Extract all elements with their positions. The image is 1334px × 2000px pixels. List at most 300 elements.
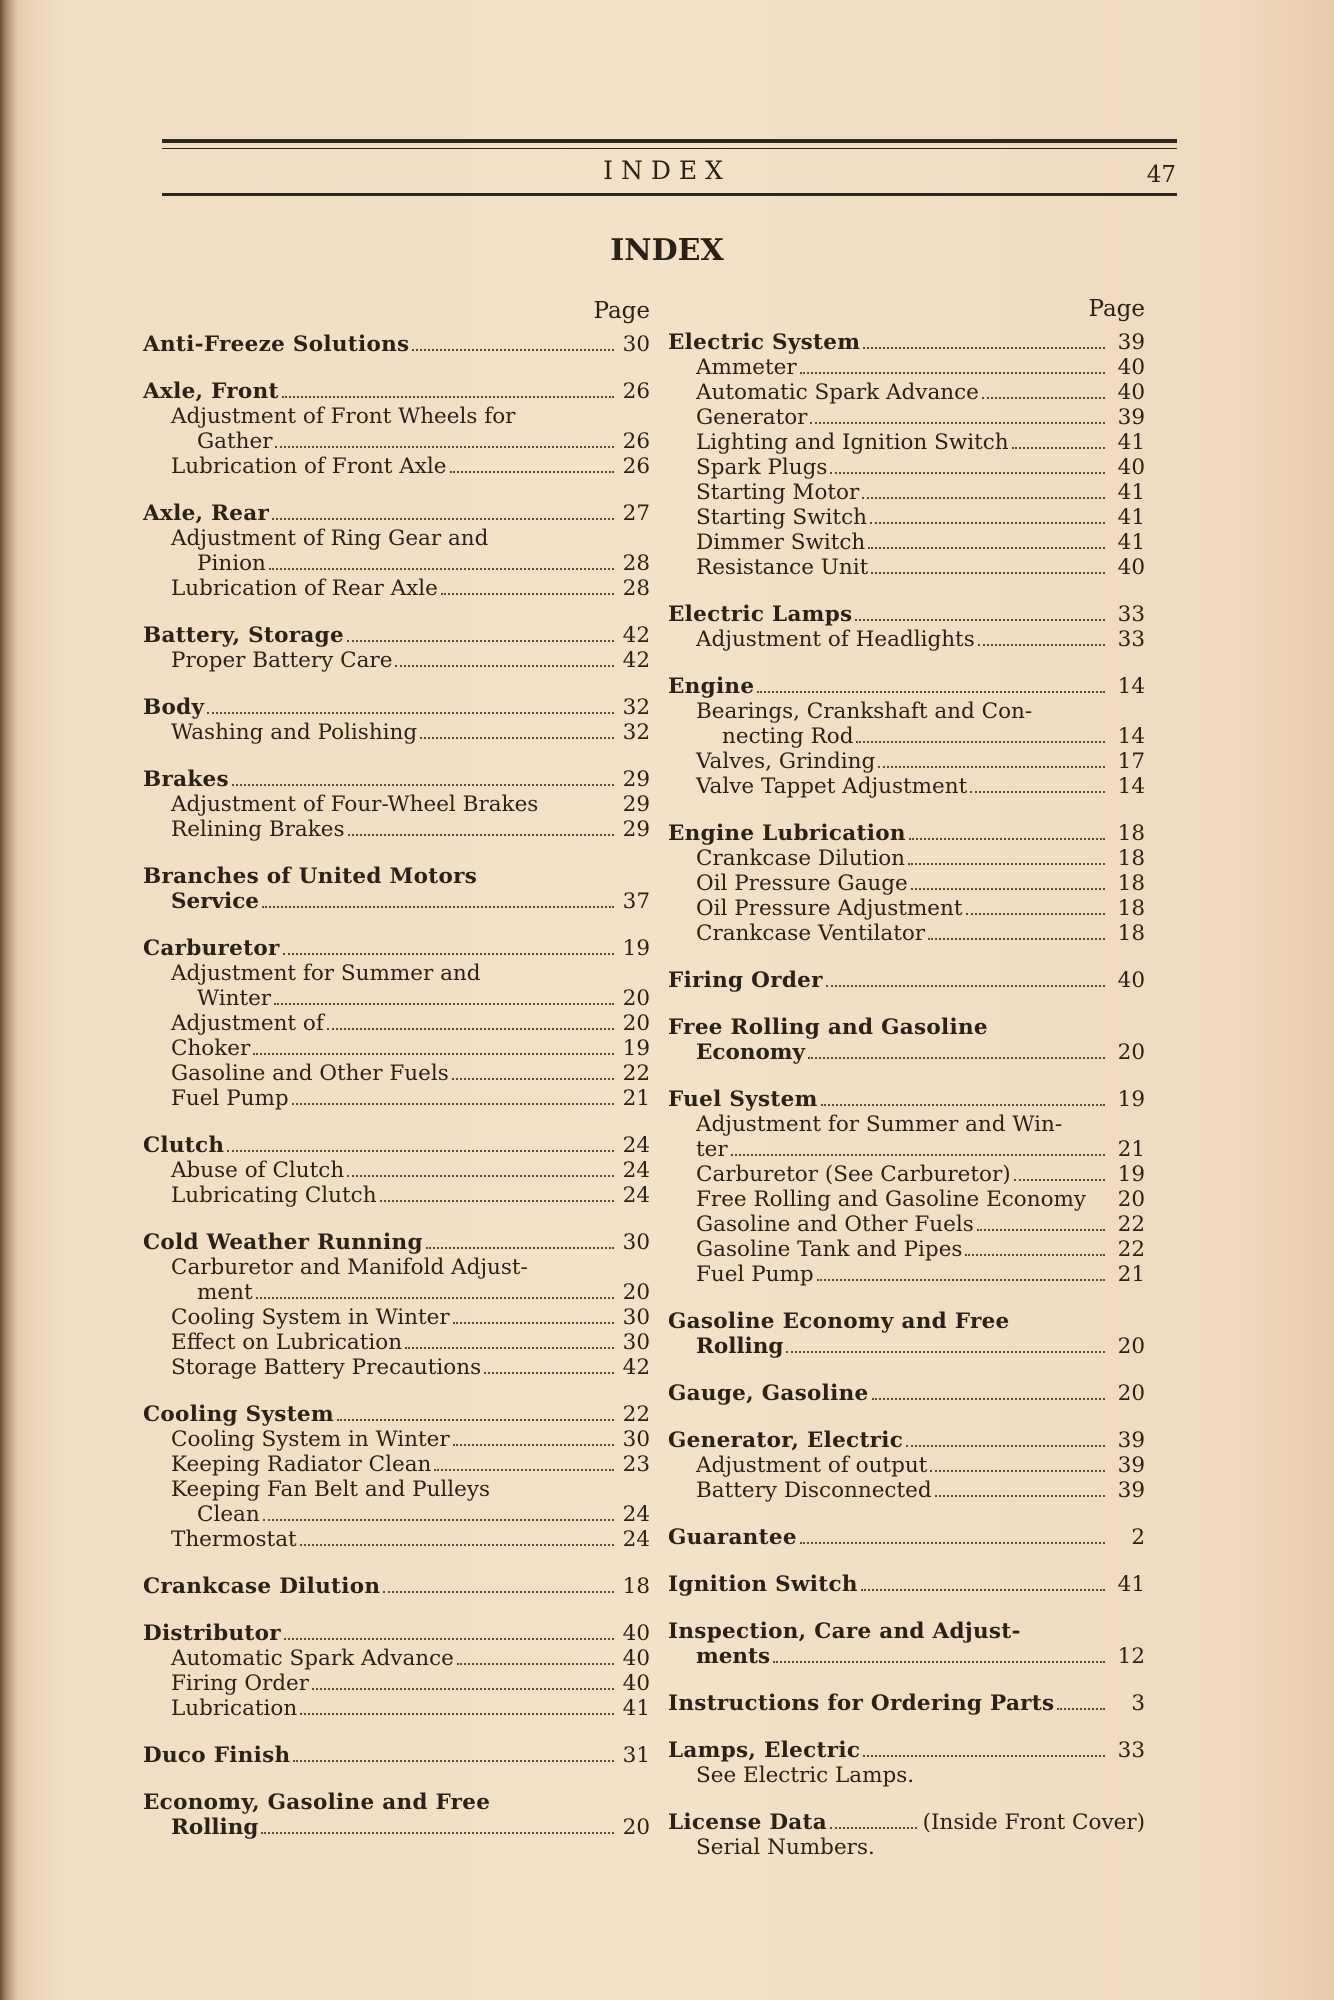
entry-text: Gasoline and Other Fuels: [696, 1212, 974, 1237]
dot-leader: [453, 1322, 614, 1324]
entry-page-number: 26: [622, 379, 650, 404]
entry-page-number: 28: [622, 576, 650, 601]
entry-page-number: 40: [1117, 455, 1145, 480]
entry-page-number: 18: [1117, 821, 1145, 846]
entry-text: Dimmer Switch: [696, 530, 866, 555]
index-entry-title: [668, 1015, 1145, 1040]
entry-page-number: 39: [1117, 1478, 1145, 1503]
index-entry: [668, 330, 1145, 580]
entry-page-number: 23: [622, 1452, 650, 1477]
entry-page-number: 40: [1117, 355, 1145, 380]
entry-text: Adjustment of Front Wheels for: [171, 404, 516, 429]
dot-leader: [861, 1589, 1105, 1591]
entry-page-number: 24: [622, 1158, 650, 1183]
index-entry-title: [143, 379, 650, 404]
dot-leader: [773, 1661, 1105, 1663]
entry-text: Keeping Fan Belt and Pulleys: [171, 1477, 491, 1502]
entry-text: Economy: [696, 1040, 806, 1065]
entry-text: Cooling System in Winter: [171, 1305, 450, 1330]
entry-page-number: 33: [1117, 602, 1145, 627]
index-entry: [143, 501, 650, 601]
entry-text: Lubricating Clutch: [171, 1183, 377, 1208]
index-entry: [668, 1572, 1145, 1597]
index-entry: [668, 1015, 1145, 1065]
entry-text: Rolling: [696, 1334, 784, 1359]
dot-leader: [908, 863, 1105, 865]
dot-leader: [830, 1827, 917, 1829]
entry-page-number: 41: [1117, 505, 1145, 530]
entry-page-number: 14: [1117, 724, 1145, 749]
index-entry: [143, 623, 650, 673]
dot-leader: [327, 1028, 614, 1030]
dot-leader: [872, 1398, 1106, 1400]
index-entry-title: [143, 1743, 650, 1768]
entry-text: Battery, Storage: [143, 623, 344, 648]
entry-text: Axle, Rear: [143, 501, 270, 526]
index-entry: [143, 332, 650, 357]
index-subentry: [668, 699, 1145, 724]
page-column-label: Page: [593, 298, 650, 324]
entry-text: Fuel System: [668, 1087, 818, 1112]
dot-leader: [731, 1154, 1105, 1156]
entry-page-number: 22: [622, 1061, 650, 1086]
index-subentry: [668, 530, 1145, 555]
entry-text: Generator, Electric: [668, 1428, 904, 1453]
index-entry: [668, 1428, 1145, 1503]
header-rule-bottom: [162, 193, 1177, 196]
entry-page-number: 39: [1117, 1428, 1145, 1453]
entry-text: Gauge, Gasoline: [668, 1381, 869, 1406]
index-entry-title: [143, 695, 650, 720]
index-subentry: [668, 555, 1145, 580]
dot-leader: [856, 741, 1105, 743]
index-subentry: [668, 1137, 1145, 1162]
index-subentry: [668, 430, 1145, 455]
index-subentry: [668, 749, 1145, 774]
entry-page-number: 18: [1117, 871, 1145, 896]
entry-text: Thermostat: [171, 1527, 297, 1552]
entry-text: Oil Pressure Gauge: [696, 871, 908, 896]
entry-text: Economy, Gasoline and Free: [143, 1790, 491, 1815]
page-number: 47: [1146, 162, 1176, 188]
index-entry-title: [668, 1572, 1145, 1597]
dot-leader: [1014, 1179, 1105, 1181]
entry-text: Carburetor: [143, 936, 280, 961]
index-entry-title: [668, 1381, 1145, 1406]
entry-text: Body: [143, 695, 205, 720]
entry-page-number: 33: [1117, 1738, 1145, 1763]
entry-text: Crankcase Ventilator: [696, 921, 926, 946]
index-entry: [668, 1738, 1145, 1788]
entry-page-number: 27: [622, 501, 650, 526]
dot-leader: [300, 1713, 614, 1715]
index-subentry: [668, 724, 1145, 749]
index-subentry: [668, 774, 1145, 799]
index-subentry: [668, 380, 1145, 405]
index-subentry: [668, 1334, 1145, 1359]
entry-text: Carburetor (See Carburetor): [696, 1162, 1011, 1187]
entry-page-number: 20: [1117, 1381, 1145, 1406]
entry-page-number: 29: [622, 767, 650, 792]
entry-text: Gasoline Economy and Free: [668, 1309, 1010, 1334]
entry-text: Distributor: [143, 1621, 281, 1646]
index-entry: [143, 1743, 650, 1768]
entry-text: Free Rolling and Gasoline Economy: [696, 1187, 1087, 1212]
dot-leader: [227, 1150, 614, 1152]
index-entry-title: [668, 1428, 1145, 1453]
dot-leader: [383, 1591, 614, 1593]
index-subentry: [143, 1502, 650, 1527]
page-column-label: Page: [1088, 296, 1145, 322]
entry-page-number: 31: [622, 1743, 650, 1768]
index-entry: [668, 821, 1145, 946]
entry-page-number: 19: [622, 936, 650, 961]
index-entry: [668, 1309, 1145, 1359]
index-entry-title: [668, 1810, 1145, 1835]
dot-leader: [420, 737, 614, 739]
entry-page-number: 22: [1117, 1237, 1145, 1262]
entry-text: Lubrication of Front Axle: [171, 454, 447, 479]
index-entry-title: [668, 1525, 1145, 1550]
index-subentry: [143, 1646, 650, 1671]
index-subentry: [668, 355, 1145, 380]
index-entry: [668, 968, 1145, 993]
index-subentry: [143, 817, 650, 842]
entry-page-number: 30: [622, 1305, 650, 1330]
index-entry: [143, 936, 650, 1111]
header-rule-top: [162, 139, 1177, 143]
dot-leader: [757, 691, 1105, 693]
dot-leader: [863, 1755, 1105, 1757]
entry-text: ment: [197, 1280, 253, 1305]
entry-page-number: 19: [622, 1036, 650, 1061]
entry-text: Clutch: [143, 1133, 225, 1158]
dot-leader: [426, 1247, 614, 1249]
entry-text: Gather: [197, 429, 273, 454]
index-subentry: [668, 871, 1145, 896]
index-subentry: [143, 648, 650, 673]
index-entry-title: [143, 1133, 650, 1158]
index-entry-title: [143, 332, 650, 357]
entry-text: Brakes: [143, 767, 229, 792]
dot-leader: [272, 518, 614, 520]
entry-page-number: (Inside Front Cover): [922, 1810, 1145, 1835]
entry-text: Crankcase Dilution: [143, 1574, 381, 1599]
entry-text: Carburetor and Manifold Adjust-: [171, 1255, 528, 1280]
entry-page-number: 42: [622, 623, 650, 648]
index-entry-title: [668, 968, 1145, 993]
entry-text: Adjustment for Summer and: [171, 961, 481, 986]
dot-leader: [262, 906, 614, 908]
entry-page-number: 24: [622, 1527, 650, 1552]
entry-page-number: 24: [622, 1183, 650, 1208]
entry-page-number: 39: [1117, 1453, 1145, 1478]
dot-leader: [800, 372, 1105, 374]
index-subentry: [143, 576, 650, 601]
index-subentry: [143, 1255, 650, 1280]
entry-text: See Electric Lamps.: [696, 1763, 915, 1788]
entry-text: Lubrication of Rear Axle: [171, 576, 438, 601]
entry-text: Fuel Pump: [696, 1262, 814, 1287]
index-entry-title: [668, 1691, 1145, 1716]
index-subentry: [143, 1452, 650, 1477]
dot-leader: [966, 913, 1105, 915]
dot-leader: [348, 834, 614, 836]
index-subentry: [143, 404, 650, 429]
entry-text: Starting Motor: [696, 480, 860, 505]
dot-leader: [292, 1103, 614, 1105]
dot-leader: [863, 347, 1105, 349]
entry-page-number: 20: [622, 1011, 650, 1036]
entry-page-number: 22: [622, 1402, 650, 1427]
entry-text: Gasoline and Other Fuels: [171, 1061, 449, 1086]
index-entry-title: [668, 821, 1145, 846]
entry-text: Effect on Lubrication: [171, 1330, 403, 1355]
index-subentry: [668, 1262, 1145, 1287]
dot-leader: [263, 1519, 614, 1521]
index-entry: [668, 1381, 1145, 1406]
index-subentry: [668, 455, 1145, 480]
index-subentry: [668, 1453, 1145, 1478]
index-entry-title: [668, 602, 1145, 627]
dot-leader: [300, 1544, 614, 1546]
index-subentry: [143, 720, 650, 745]
index-subentry: [668, 1112, 1145, 1137]
dot-leader: [1057, 1708, 1105, 1710]
index-subentry: [143, 889, 650, 914]
dot-leader: [274, 1003, 614, 1005]
entry-text: Lamps, Electric: [668, 1738, 861, 1763]
dot-leader: [484, 1372, 614, 1374]
entry-page-number: 2: [1131, 1525, 1145, 1550]
dot-leader: [977, 1229, 1105, 1231]
entry-page-number: 30: [622, 1230, 650, 1255]
index-subentry: [143, 454, 650, 479]
entry-page-number: 40: [1117, 968, 1145, 993]
dot-leader: [441, 593, 614, 595]
entry-text: License Data: [668, 1810, 827, 1835]
entry-text: Lubrication: [171, 1696, 298, 1721]
index-subentry: [668, 1187, 1145, 1212]
dot-leader: [800, 1542, 1105, 1544]
entry-text: Duco Finish: [143, 1743, 291, 1768]
dot-leader: [380, 1200, 614, 1202]
entry-text: Adjustment of Headlights: [696, 627, 975, 652]
index-subentry: [143, 1036, 650, 1061]
index-subentry: [143, 1011, 650, 1036]
dot-leader: [269, 568, 614, 570]
index-subentry: [143, 1696, 650, 1721]
index-subentry: [143, 961, 650, 986]
header-rule-top-thin: [162, 148, 1177, 149]
entry-page-number: 14: [1117, 674, 1145, 699]
entry-text: Cooling System in Winter: [171, 1427, 450, 1452]
index-subentry: [143, 1815, 650, 1840]
index-entry: [668, 1087, 1145, 1287]
index-entry: [143, 379, 650, 479]
entry-text: Engine Lubrication: [668, 821, 906, 846]
index-subentry: [143, 1158, 650, 1183]
index-subentry: [143, 1280, 650, 1305]
dot-leader: [293, 1760, 614, 1762]
entry-text: Winter: [197, 986, 272, 1011]
entry-page-number: 24: [622, 1133, 650, 1158]
dot-leader: [826, 985, 1105, 987]
entry-text: Starting Switch: [696, 505, 867, 530]
index-entry-title: [668, 330, 1145, 355]
index-subentry: [143, 1477, 650, 1502]
entry-text: Anti-Freeze Solutions: [143, 332, 410, 357]
entry-text: Adjustment for Summer and Win-: [696, 1112, 1063, 1137]
entry-page-number: 42: [622, 1355, 650, 1380]
entry-page-number: 24: [622, 1502, 650, 1527]
dot-leader: [935, 1495, 1105, 1497]
dot-leader: [817, 1279, 1105, 1281]
dot-leader: [821, 1104, 1105, 1106]
index-entry-title: [143, 501, 650, 526]
dot-leader: [862, 497, 1105, 499]
entry-text: Cold Weather Running: [143, 1230, 423, 1255]
entry-text: ter: [696, 1137, 728, 1162]
dot-leader: [232, 784, 614, 786]
entry-page-number: 39: [1117, 405, 1145, 430]
entry-text: Electric Lamps: [668, 602, 853, 627]
dot-leader: [909, 838, 1105, 840]
entry-page-number: 39: [1117, 330, 1145, 355]
entry-page-number: 32: [622, 720, 650, 745]
index-entry: [668, 674, 1145, 799]
entry-text: Guarantee: [668, 1525, 797, 1550]
index-entry-title: [143, 1574, 650, 1599]
index-entry-title: [143, 1790, 650, 1815]
dot-leader: [978, 644, 1105, 646]
index-subentry: [668, 480, 1145, 505]
index-subentry: [143, 551, 650, 576]
entry-page-number: 20: [1117, 1187, 1145, 1212]
entry-page-number: 19: [1117, 1162, 1145, 1187]
entry-page-number: 42: [622, 648, 650, 673]
entry-page-number: 32: [622, 695, 650, 720]
index-subentry: [143, 1061, 650, 1086]
index-column-right: [668, 296, 1145, 1860]
entry-text: Axle, Front: [143, 379, 279, 404]
index-subentry: [143, 1183, 650, 1208]
index-subentry: [668, 1763, 1145, 1788]
index-column-left: [143, 298, 650, 1840]
dot-leader: [452, 1078, 614, 1080]
dot-leader: [906, 1445, 1105, 1447]
entry-text: Lighting and Ignition Switch: [696, 430, 1009, 455]
index-subentry: [143, 1527, 650, 1552]
entry-text: Oil Pressure Adjustment: [696, 896, 963, 921]
entry-page-number: 20: [622, 1280, 650, 1305]
entry-text: Ammeter: [696, 355, 797, 380]
entry-text: Firing Order: [668, 968, 823, 993]
dot-leader: [868, 547, 1105, 549]
entry-page-number: 18: [1117, 896, 1145, 921]
entry-page-number: 41: [1117, 430, 1145, 455]
entry-text: Inspection, Care and Adjust-: [668, 1619, 1021, 1644]
entry-text: Fuel Pump: [171, 1086, 289, 1111]
entry-page-number: 18: [1117, 846, 1145, 871]
entry-text: Crankcase Dilution: [696, 846, 906, 871]
dot-leader: [830, 472, 1105, 474]
entry-text: Gasoline Tank and Pipes: [696, 1237, 963, 1262]
entry-page-number: 29: [622, 817, 650, 842]
entry-text: Choker: [171, 1036, 251, 1061]
dot-leader: [261, 1832, 614, 1834]
index-subentry: [668, 405, 1145, 430]
entry-text: Resistance Unit: [696, 555, 869, 580]
entry-page-number: 30: [622, 1427, 650, 1452]
entry-page-number: 21: [1117, 1137, 1145, 1162]
index-subentry: [143, 1355, 650, 1380]
dot-leader: [283, 953, 614, 955]
entry-text: Service: [171, 889, 259, 914]
entry-text: Clean: [197, 1502, 260, 1527]
dot-leader: [982, 397, 1105, 399]
entry-text: Washing and Polishing: [171, 720, 418, 745]
entry-text: Battery Disconnected: [696, 1478, 932, 1503]
dot-leader: [911, 888, 1105, 890]
dot-leader: [457, 1663, 614, 1665]
entry-text: Engine: [668, 674, 755, 699]
entry-page-number: 22: [1117, 1212, 1145, 1237]
entry-text: Firing Order: [171, 1671, 310, 1696]
entry-text: Bearings, Crankshaft and Con-: [696, 699, 1033, 724]
index-subentry: [143, 526, 650, 551]
entry-text: Electric System: [668, 330, 861, 355]
dot-leader: [855, 619, 1105, 621]
entry-page-number: 21: [1117, 1262, 1145, 1287]
entry-page-number: 12: [1117, 1644, 1145, 1669]
dot-leader: [453, 1444, 614, 1446]
entry-text: Rolling: [171, 1815, 259, 1840]
index-entry: [143, 1230, 650, 1380]
entry-page-number: 3: [1131, 1691, 1145, 1716]
entry-text: Pinion: [197, 551, 266, 576]
index-entry: [143, 695, 650, 745]
index-subentry: [668, 896, 1145, 921]
entry-text: Automatic Spark Advance: [171, 1646, 454, 1671]
index-entry: [668, 602, 1145, 652]
entry-page-number: 18: [1117, 921, 1145, 946]
index-subentry: [668, 505, 1145, 530]
entry-page-number: 20: [622, 1815, 650, 1840]
entry-text: Ignition Switch: [668, 1572, 858, 1597]
index-entry: [143, 1621, 650, 1721]
dot-leader: [450, 471, 615, 473]
entry-page-number: 29: [622, 792, 650, 817]
entry-page-number: 30: [622, 332, 650, 357]
entry-page-number: 14: [1117, 774, 1145, 799]
entry-page-number: 20: [1117, 1040, 1145, 1065]
index-subentry: [143, 792, 650, 817]
dot-leader: [412, 349, 614, 351]
index-entry-title: [143, 1402, 650, 1427]
dot-leader: [786, 1351, 1105, 1353]
index-subentry: [668, 846, 1145, 871]
page-title: INDEX: [610, 233, 724, 268]
entry-page-number: 40: [1117, 555, 1145, 580]
entry-page-number: 40: [622, 1671, 650, 1696]
index-entry: [143, 1790, 650, 1840]
index-subentry: [143, 1671, 650, 1696]
entry-text: Relining Brakes: [171, 817, 345, 842]
dot-leader: [312, 1688, 614, 1690]
entry-page-number: 37: [622, 889, 650, 914]
dot-leader: [1012, 447, 1105, 449]
